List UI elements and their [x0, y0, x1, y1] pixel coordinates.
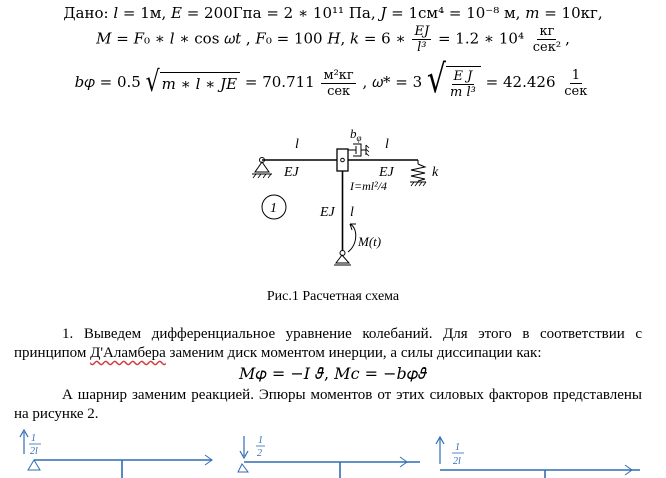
label-a-num: 1	[31, 433, 36, 444]
label-c-den: 2l	[453, 456, 461, 467]
label-inertia: I=ml²/4	[350, 179, 388, 193]
stiffness-value: = 1.2 ∗ 10⁴	[437, 29, 524, 48]
label-l-top: l	[295, 137, 299, 152]
diagram-a	[20, 430, 212, 478]
sqrt-mlje: √ 𝑚 ∗ 𝑙 ∗ 𝐽𝐸	[146, 72, 240, 94]
moment-equations: 𝑀𝜑 = −𝐼 𝜗̈, 𝑀𝑐 = −𝑏𝜑𝜗̇	[239, 364, 427, 383]
label-b-den: 2	[257, 448, 262, 459]
label-ej-left: EJ	[284, 165, 299, 180]
spring	[410, 160, 426, 186]
moment-diagrams-preview	[0, 426, 666, 478]
paragraph-reaction: А шарнир заменим реакцией. Эпюры моментов от этих силовых факторов представлены на рисунке 2.	[14, 387, 642, 422]
disc-mass	[337, 149, 348, 171]
sqrt-ej-ml3: √ $\frac{\text{E J}}{\text{m l³}}$	[427, 66, 481, 100]
dalembert-word: Д'Аламбера	[90, 345, 166, 361]
damper	[348, 144, 369, 156]
bottom-support	[334, 251, 351, 266]
label-ej-right: EJ	[379, 165, 394, 180]
moment-stiffness-text: 𝑀 = 𝐹₀ ∗ 𝑙 ∗ cos 𝜔𝑡 , 𝐹₀ = 100 𝐻, 𝑘 = 6 ∗	[96, 29, 406, 48]
damping-value: = 70.711	[244, 73, 315, 91]
omega-unit-fraction: $\frac{1}{\text{сек}}$	[564, 67, 588, 99]
figure-caption: Рис.1 Расчетная схема	[266, 289, 400, 304]
damping-unit-fraction: $\frac{\text{м²кг}}{\text{сек}}$	[323, 67, 354, 99]
label-moment: M(t)	[358, 234, 382, 249]
diagram-b	[238, 435, 420, 478]
label-k: k	[432, 165, 439, 180]
damping-frequency-line	[0, 57, 666, 103]
label-ej-vertical: EJ	[320, 205, 335, 220]
omega-value: = 42.426	[485, 73, 556, 91]
label-a-den: 2l	[30, 446, 38, 457]
omega-label: , 𝜔* = 3	[362, 73, 423, 91]
design-scheme-diagram	[240, 120, 460, 280]
stiffness-unit-fraction: $\frac{кг}{\text{сек²}}$	[532, 24, 562, 55]
label-circle-number: 1	[270, 201, 277, 216]
diagram-c	[436, 437, 640, 478]
damping-coef-label: 𝑏𝜑 = 0.5	[74, 73, 141, 91]
label-b-num: 1	[258, 435, 263, 446]
label-l-right: l	[385, 137, 389, 152]
moment-stiffness-line: 𝑀 = 𝐹₀ ∗ 𝑙 ∗ cos 𝜔𝑡 , 𝐹₀ = 100 𝐻, 𝑘 = 6 ∗ $\frac{EJ}{\text{l³}}$ = 1.2 ∗ 10⁴ $\frac{кг}{\text{сек²}}$ ,	[96, 24, 570, 55]
ej-over-l3-fraction: $\frac{EJ}{\text{l³}}$	[414, 24, 430, 55]
label-c-num: 1	[455, 442, 460, 453]
paragraph-equation-intro: 1. Выведем дифференциальное уравнение колебаний. Для этого в соответствии с принципом Д'Аламбера заменим диск моментом инерции, а силы диссипации как:	[14, 326, 642, 361]
given-data-line	[0, 4, 666, 22]
label-damper: $b_\varphi$	[350, 126, 362, 143]
given-data-text: Дано: 𝑙 = 1м, 𝐸 = 200Гпа = 2 ∗ 10¹¹ Па, 𝐽 = 1см⁴ = 10⁻⁸ м, 𝑚 = 10кг,	[63, 4, 603, 22]
label-l-vertical: l	[350, 205, 354, 220]
